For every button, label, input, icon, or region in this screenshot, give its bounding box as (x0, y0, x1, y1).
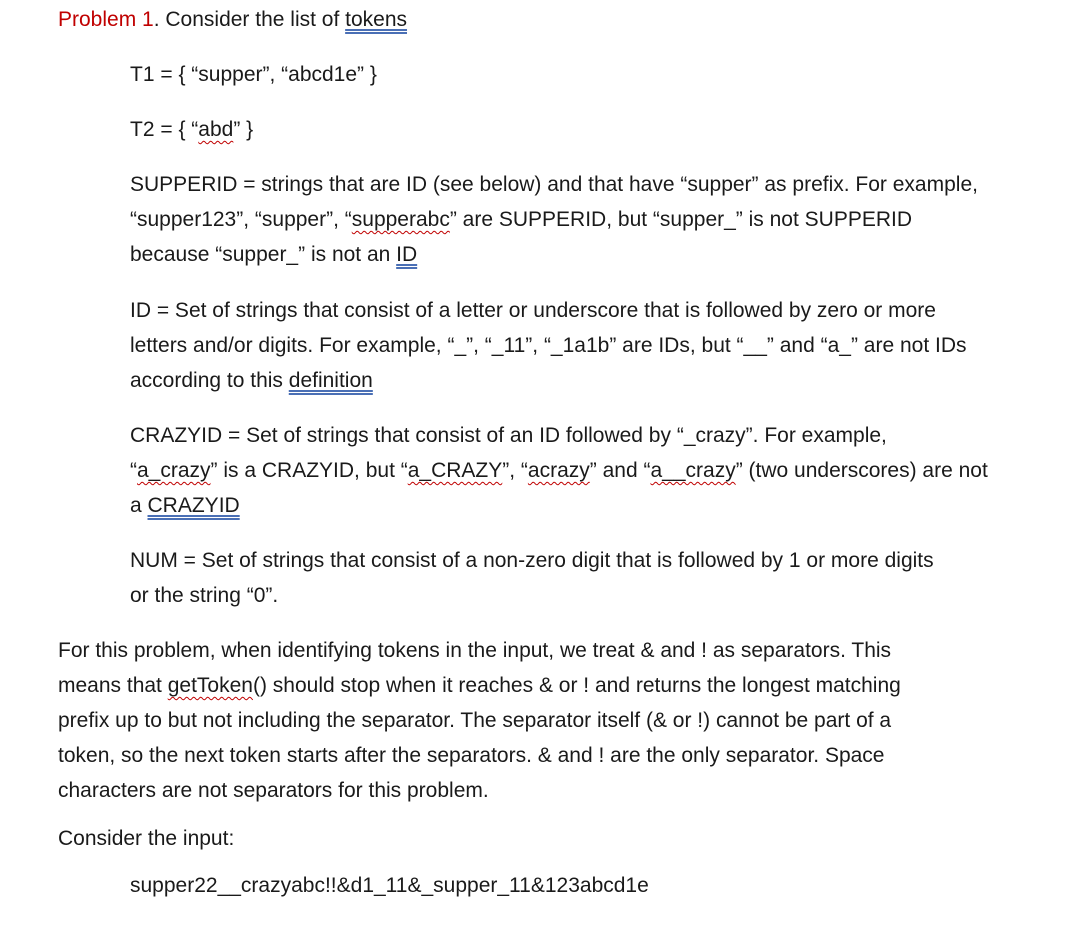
crazyid-line-1: CRAZYID = Set of strings that consist of an ID followed by “_crazy”. For example, (130, 424, 887, 447)
num-line-2: or the string “0”. (130, 584, 279, 607)
problem-label: Problem 1 (58, 8, 154, 31)
separators-line-3: prefix up to but not including the separator. The separator itself (& or !) cannot be part of a (58, 709, 892, 732)
separators-line-2-b: () should stop when it reaches & or ! and returns the longest matching (252, 674, 901, 697)
supperid-line-2-a: “supper123”, “supper”, “ (130, 208, 352, 231)
input-value: supper22__crazyabc!!&d1_11&_supper_11&123abcd1e (130, 874, 649, 897)
supperid-line-1: SUPPERID = strings that are ID (see below) and that have “supper” as prefix. For example, (130, 173, 978, 196)
separators-line-1: For this problem, when identifying tokens in the input, we treat & and ! as separators. This (58, 639, 892, 662)
id-line-1: ID = Set of strings that consist of a letter or underscore that is followed by zero or more (130, 299, 936, 322)
crazyid-line-2-c: ”, “ (502, 459, 528, 482)
separators-line-2 (58, 668, 1018, 703)
a-double-crazy-word: a__crazy (650, 459, 736, 482)
token-t2-suffix: ” } (233, 118, 254, 141)
a-crazy-word: a_crazy (137, 459, 211, 482)
supperid-line-3-a: because “supper_” is not an (130, 243, 397, 266)
separators-line-2-a: means that (58, 674, 168, 697)
id-link[interactable]: ID (396, 243, 418, 266)
supperid-line-2-b: ” are SUPPERID, but “supper_” is not SUPPERID (449, 208, 913, 231)
crazyid-line-2-a: “ (130, 459, 137, 482)
token-t2-word: abd (198, 118, 234, 141)
crazyid-line-3 (130, 488, 1010, 523)
crazyid-line-2-e: ” (two underscores) are not (735, 459, 988, 482)
crazyid-line-2-b: ” is a CRAZYID, but “ (210, 459, 408, 482)
supperid-line-3 (130, 237, 1010, 272)
token-t2 (130, 112, 1010, 147)
token-t2-prefix: T2 = { “ (130, 118, 199, 141)
a-crazy-upper-word: a_CRAZY (407, 459, 503, 482)
input-label: Consider the input: (58, 827, 235, 850)
crazyid-line-2-d: ” and “ (589, 459, 651, 482)
supperid-line-2 (130, 202, 1010, 237)
problem-intro: . Consider the list of (153, 8, 346, 31)
supperabc-word: supperabc (351, 208, 450, 231)
gettoken-word: getToken (167, 674, 253, 697)
crazyid-line-3-a: a (130, 494, 148, 517)
tokens-link[interactable]: tokens (345, 8, 408, 31)
separators-line-5: characters are not separators for this problem. (58, 779, 489, 802)
crazyid-link[interactable]: CRAZYID (147, 494, 240, 517)
problem-heading (58, 2, 1018, 37)
acrazy-word: acrazy (527, 459, 590, 482)
id-line-3-a: according to this (130, 369, 289, 392)
crazyid-line-2 (130, 453, 1010, 488)
id-line-2: letters and/or digits. For example, “_”, “_11”, “_1a1b” are IDs, but “__” and “a_” are not IDs (130, 334, 967, 357)
num-line-1: NUM = Set of strings that consist of a non-zero digit that is followed by 1 or more digits (130, 549, 934, 572)
separators-line-4: token, so the next token starts after the separators. & and ! are the only separator. Space (58, 744, 885, 767)
definition-link[interactable]: definition (288, 369, 373, 392)
token-t1: T1 = { “supper”, “abcd1e” } (130, 63, 377, 86)
id-line-3 (130, 363, 1010, 398)
